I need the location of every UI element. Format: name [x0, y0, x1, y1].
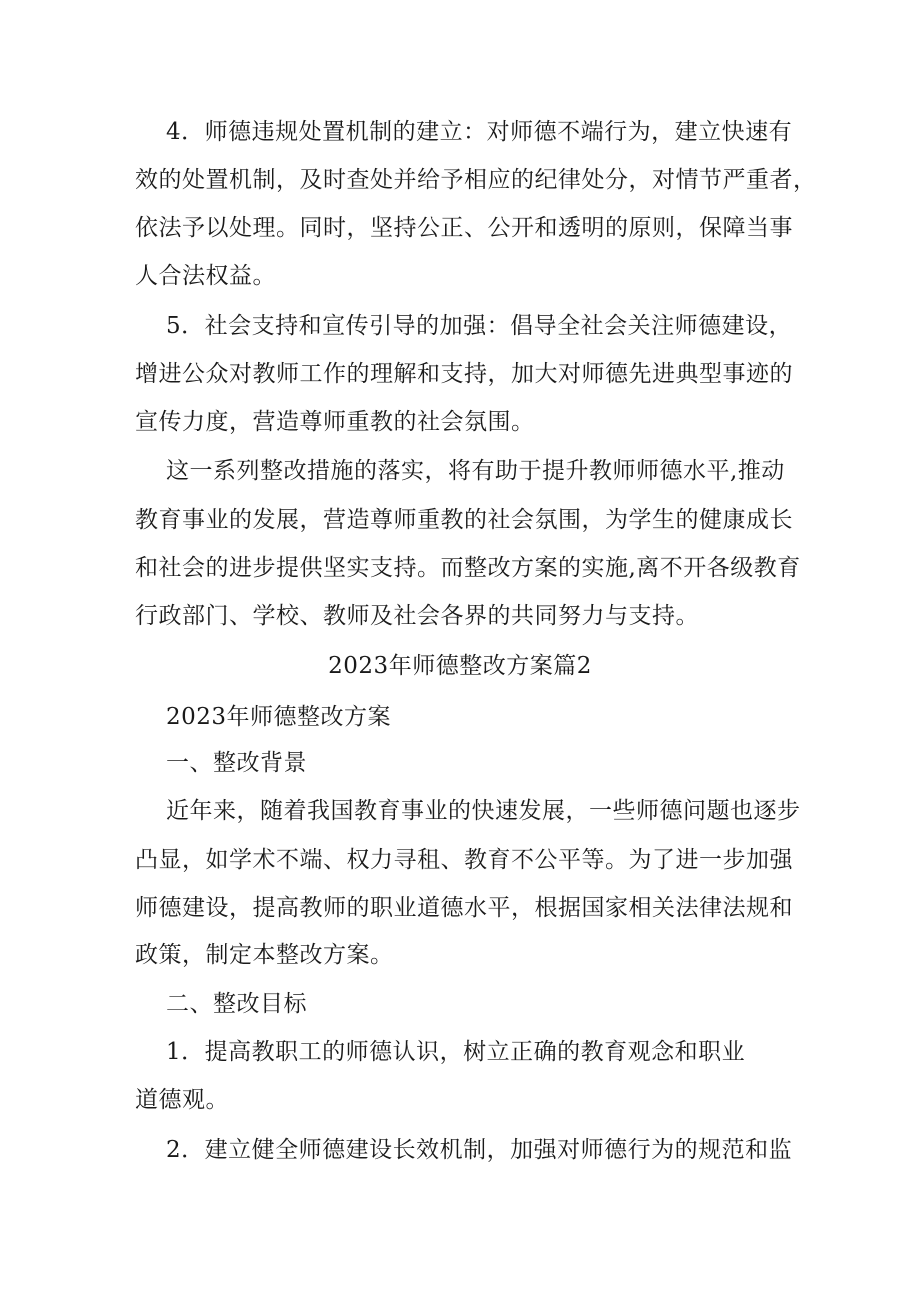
paragraph-5-line-1: 5．社会支持和宣传引导的加强：倡导全社会关注师德建设，	[166, 313, 793, 339]
document-title: 2023年师德整改方案	[166, 704, 392, 730]
section-title: 2023年师德整改方案篇2	[328, 653, 592, 679]
background-line-1: 近年来，随着我国教育事业的快速发展，一些师德问题也逐步	[166, 798, 801, 824]
background-line-3: 师德建设，提高教师的职业道德水平，根据国家相关法律法规和	[135, 895, 793, 921]
conclusion-line-2: 教育事业的发展，营造尊师重教的社会氛围，为学生的健康成长	[135, 507, 793, 533]
goal-2-line-1: 2．建立健全师德建设长效机制，加强对师德行为的规范和监	[166, 1137, 793, 1163]
paragraph-5-line-3: 宣传力度，营造尊师重教的社会氛围。	[135, 409, 535, 435]
heading-background: 一、整改背景	[166, 750, 307, 776]
conclusion-line-1: 这一系列整改措施的落实，将有助于提升教师师德水平,推动	[166, 458, 785, 484]
paragraph-4-line-2: 效的处置机制，及时查处并给予相应的纪律处分，对情节严重者，	[135, 167, 817, 193]
heading-goals: 二、整改目标	[166, 991, 307, 1017]
goal-1-line-1: 1．提高教职工的师德认识，树立正确的教育观念和职业	[166, 1039, 746, 1065]
paragraph-5-line-2: 增进公众对教师工作的理解和支持，加大对师德先进典型事迹的	[135, 361, 793, 387]
background-line-2: 凸显，如学术不端、权力寻租、教育不公平等。为了进一步加强	[135, 847, 793, 873]
goal-1-line-2: 道德观。	[135, 1087, 229, 1113]
conclusion-line-3: 和社会的进步提供坚实支持。而整改方案的实施,离不开各级教育	[135, 555, 801, 581]
paragraph-4-line-3: 依法予以处理。同时，坚持公正、公开和透明的原则，保障当事	[135, 215, 793, 241]
paragraph-4-line-4: 人合法权益。	[135, 263, 276, 289]
paragraph-4-line-1: 4．师德违规处置机制的建立：对师德不端行为，建立快速有	[166, 119, 793, 145]
background-line-4: 政策，制定本整改方案。	[135, 942, 394, 968]
conclusion-line-4: 行政部门、学校、教师及社会各界的共同努力与支持。	[135, 603, 699, 629]
